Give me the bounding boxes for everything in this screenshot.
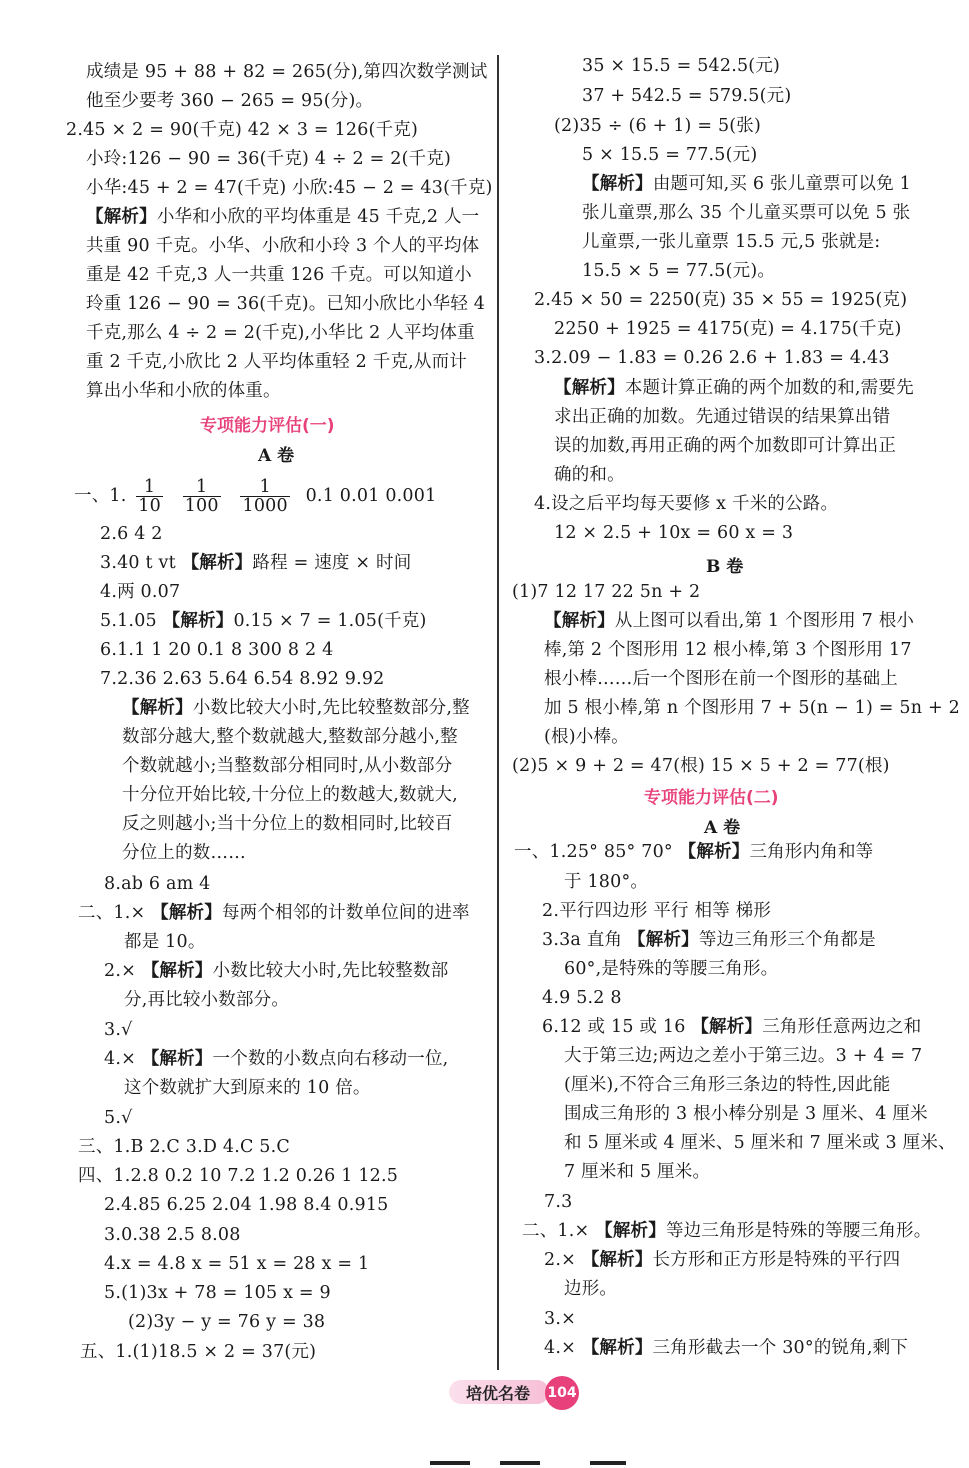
column-divider xyxy=(497,55,499,1370)
text-line: 数部分越大,整个数就越大,整数部分越小,整 xyxy=(122,727,458,747)
text-line: (2)5 × 9 + 2 = 47(根) 15 × 5 + 2 = 77(根) xyxy=(512,756,890,776)
text-line: 4.两 0.07 xyxy=(100,582,181,602)
bottom-cropped-strip xyxy=(0,1455,969,1468)
text-line: 张儿童票,那么 35 个儿童买票可以免 5 张 xyxy=(582,203,911,223)
text-line: 都是 10。 xyxy=(124,932,206,952)
text-line: 和 5 厘米或 4 厘米、5 厘米和 7 厘米或 3 厘米、 xyxy=(564,1133,956,1153)
text-line: 一、1.25° 85° 70° 【解析】三角形内角和等 xyxy=(514,842,874,862)
text-line: 三、1.B 2.C 3.D 4.C 5.C xyxy=(78,1137,290,1157)
text-line: (2)3y − y = 76 y = 38 xyxy=(128,1312,326,1332)
text-line: 3.40 t vt 【解析】路程 = 速度 × 时间 xyxy=(100,553,412,573)
text-line: 7 厘米和 5 厘米。 xyxy=(564,1162,711,1182)
text-line: 4.设之后平均每天要修 x 千米的公路。 xyxy=(534,494,839,514)
text-line: 7.2.36 2.63 5.64 6.54 8.92 9.92 xyxy=(100,669,385,689)
text-line: 反之则越小;当十分位上的数相同时,比较百 xyxy=(122,814,453,834)
text-line: 2.4.85 6.25 2.04 1.98 8.4 0.915 xyxy=(104,1195,389,1215)
text-line: 3.2.09 − 1.83 = 0.26 2.6 + 1.83 = 4.43 xyxy=(534,348,890,368)
text-line: 儿童票,一张儿童票 15.5 元,5 张就是: xyxy=(582,232,881,252)
text-line: 成绩是 95 + 88 + 82 = 265(分),第四次数学测试 xyxy=(86,62,488,82)
text-line: (2)35 ÷ (6 + 1) = 5(张) xyxy=(554,116,762,136)
fraction: $\frac{1}{1000}$ xyxy=(242,477,288,516)
analysis-line: 【解析】本题计算正确的两个加数的和,需要先 xyxy=(554,378,914,398)
text-line: 二、1.× 【解析】等边三角形是特殊的等腰三角形。 xyxy=(522,1221,932,1241)
analysis-tag: 【解析】 xyxy=(151,903,222,923)
text-line: 围成三角形的 3 根小棒分别是 3 厘米、4 厘米 xyxy=(564,1104,928,1124)
text-line: 加 5 根小棒,第 n 个图形用 7 + 5(n − 1) = 5n + 2 xyxy=(544,698,960,718)
page-number: 104 xyxy=(545,1376,579,1410)
analysis-tag: 【解析】 xyxy=(595,1221,666,1241)
text-line: 大于第三边;两边之差小于第三边。3 + 4 = 7 xyxy=(564,1046,923,1066)
text-line: 8.ab 6 am 4 xyxy=(104,874,211,894)
text-line: 4.× 【解析】一个数的小数点向右移动一位, xyxy=(104,1049,449,1069)
cropped-mark xyxy=(430,1461,470,1465)
section-title: 专项能力评估(二) xyxy=(644,788,779,808)
analysis-tag: 【解析】 xyxy=(86,207,157,227)
section-title: 专项能力评估(一) xyxy=(200,416,335,436)
text-line: 2.45 × 50 = 2250(克) 35 × 55 = 1925(克) xyxy=(534,290,908,310)
text-line: 3.× xyxy=(544,1309,576,1329)
question-number: 一、1. xyxy=(74,486,127,506)
text-line: 4.9 5.2 8 xyxy=(542,988,622,1008)
text-line: 2.45 × 2 = 90(千克) 42 × 3 = 126(千克) xyxy=(66,120,418,140)
text-line: 他至少要考 360 − 265 = 95(分)。 xyxy=(86,91,374,111)
analysis-line: 【解析】由题可知,买 6 张儿童票可以免 1 xyxy=(582,174,911,194)
analysis-line: 【解析】小华和小欣的平均体重是 45 千克,2 人一 xyxy=(86,207,480,227)
text-line: 千克,那么 4 ÷ 2 = 2(千克),小华比 2 人平均体重 xyxy=(86,323,475,343)
text-line: 二、1.× 【解析】每两个相邻的计数单位间的进率 xyxy=(78,903,470,923)
analysis-tag: 【解析】 xyxy=(628,930,699,950)
text-line: 五、1.(1)18.5 × 2 = 37(元) xyxy=(80,1342,317,1362)
analysis-line: 【解析】小数比较大小时,先比较整数部分,整 xyxy=(122,698,470,718)
text-line: 5 × 15.5 = 77.5(元) xyxy=(582,145,758,165)
text-line: 分,再比较小数部分。 xyxy=(124,990,290,1010)
analysis-tag: 【解析】 xyxy=(554,378,625,398)
text-line: (根)小棒。 xyxy=(544,727,629,747)
text-line: 6.1.1 1 20 0.1 8 300 8 2 4 xyxy=(100,640,334,660)
analysis-tag: 【解析】 xyxy=(582,174,653,194)
text-line: 2.× 【解析】长方形和正方形是特殊的平行四 xyxy=(544,1250,901,1270)
section-subtitle: A 卷 xyxy=(704,818,741,838)
book-name: 培优名卷 xyxy=(466,1384,531,1403)
section-subtitle: B 卷 xyxy=(706,557,744,577)
text-line: 12 × 2.5 + 10x = 60 x = 3 xyxy=(554,523,794,543)
analysis-tag: 【解析】 xyxy=(181,553,253,573)
analysis-tag: 【解析】 xyxy=(678,842,750,862)
text-line: 60°,是特殊的等腰三角形。 xyxy=(564,959,779,979)
text-line: (厘米),不符合三角形三条边的特性,因此能 xyxy=(564,1075,891,1095)
section-subtitle: A 卷 xyxy=(258,446,295,466)
analysis-tag: 【解析】 xyxy=(581,1250,653,1270)
text-line: 共重 90 千克。小华、小欣和小玲 3 个人的平均体 xyxy=(86,236,480,256)
text-line: 玲重 126 − 90 = 36(千克)。已知小欣比小华轻 4 xyxy=(86,294,486,314)
text-line: 2250 + 1925 = 4175(克) = 4.175(千克) xyxy=(554,319,902,339)
analysis-tag: 【解析】 xyxy=(691,1017,763,1037)
text-line: 6.12 或 15 或 16 【解析】三角形任意两边之和 xyxy=(542,1017,922,1037)
fraction: $\frac{1}{10}$ xyxy=(138,477,161,516)
text-line: 2.6 4 2 xyxy=(100,524,163,544)
text-line: 确的和。 xyxy=(554,465,625,485)
text-line: 算出小华和小欣的体重。 xyxy=(86,381,281,401)
text-line: 3.√ xyxy=(104,1020,133,1040)
text-line: 37 + 542.5 = 579.5(元) xyxy=(582,86,792,106)
text-line: 这个数就扩大到原来的 10 倍。 xyxy=(124,1078,371,1098)
text-line: 十分位开始比较,十分位上的数越大,数就大, xyxy=(122,785,458,805)
analysis-tag: 【解析】 xyxy=(581,1338,653,1358)
text-line: 小华:45 + 2 = 47(千克) 小欣:45 − 2 = 43(千克) xyxy=(86,178,493,198)
text-line: 四、1.2.8 0.2 10 7.2 1.2 0.26 1 12.5 xyxy=(78,1166,399,1186)
text-line: 35 × 15.5 = 542.5(元) xyxy=(582,56,781,76)
text-line: (1)7 12 17 22 5n + 2 xyxy=(512,582,701,602)
text-line: 根小棒……后一个图形在前一个图形的基础上 xyxy=(544,669,898,689)
text-line: 于 180°。 xyxy=(564,872,649,892)
text-line: 求出正确的加数。先通过错误的结果算出错 xyxy=(554,407,891,427)
cropped-mark xyxy=(590,1461,626,1465)
text-line: 分位上的数…… xyxy=(122,843,246,863)
text-line: 重 2 千克,小欣比 2 人平均体重轻 2 千克,从而计 xyxy=(86,352,468,372)
text-line: 7.3 xyxy=(544,1192,573,1212)
text-line: 5.√ xyxy=(104,1108,133,1128)
page-footer xyxy=(0,1372,969,1412)
text-line: 2.× 【解析】小数比较大小时,先比较整数部 xyxy=(104,961,449,981)
analysis-tag: 【解析】 xyxy=(141,1049,213,1069)
text-line: 误的加数,再用正确的两个加数即可计算出正 xyxy=(554,436,897,456)
text-line: 4.x = 4.8 x = 51 x = 28 x = 1 xyxy=(104,1254,370,1274)
text-line: 3.0.38 2.5 8.08 xyxy=(104,1225,241,1245)
analysis-line: 【解析】从上图可以看出,第 1 个图形用 7 根小 xyxy=(544,611,915,631)
question-1-row xyxy=(74,476,436,516)
text-line: 棒,第 2 个图形用 12 根小棒,第 3 个图形用 17 xyxy=(544,640,912,660)
text-line: 15.5 × 5 = 77.5(元)。 xyxy=(582,261,776,281)
text-line: 3.3a 直角 【解析】等边三角形三个角都是 xyxy=(542,930,876,950)
analysis-tag: 【解析】 xyxy=(162,611,234,631)
analysis-tag: 【解析】 xyxy=(544,611,615,631)
answer-values: 0.1 0.01 0.001 xyxy=(305,486,437,506)
text-line: 5.(1)3x + 78 = 105 x = 9 xyxy=(104,1283,331,1303)
text-line: 5.1.05 【解析】0.15 × 7 = 1.05(千克) xyxy=(100,611,427,631)
text-line: 2.平行四边形 平行 相等 梯形 xyxy=(542,901,772,921)
text-line: 边形。 xyxy=(564,1279,618,1299)
analysis-tag: 【解析】 xyxy=(141,961,213,981)
cropped-mark xyxy=(500,1461,540,1465)
text-line: 4.× 【解析】三角形截去一个 30°的锐角,剩下 xyxy=(544,1338,909,1358)
text-line: 重是 42 千克,3 人一共重 126 千克。可以知道小 xyxy=(86,265,472,285)
fraction: $\frac{1}{100}$ xyxy=(184,477,219,516)
analysis-tag: 【解析】 xyxy=(122,698,193,718)
text-line: 个数就越小;当整数部分相同时,从小数部分 xyxy=(122,756,453,776)
text-line: 小玲:126 − 90 = 36(千克) 4 ÷ 2 = 2(千克) xyxy=(86,149,452,169)
